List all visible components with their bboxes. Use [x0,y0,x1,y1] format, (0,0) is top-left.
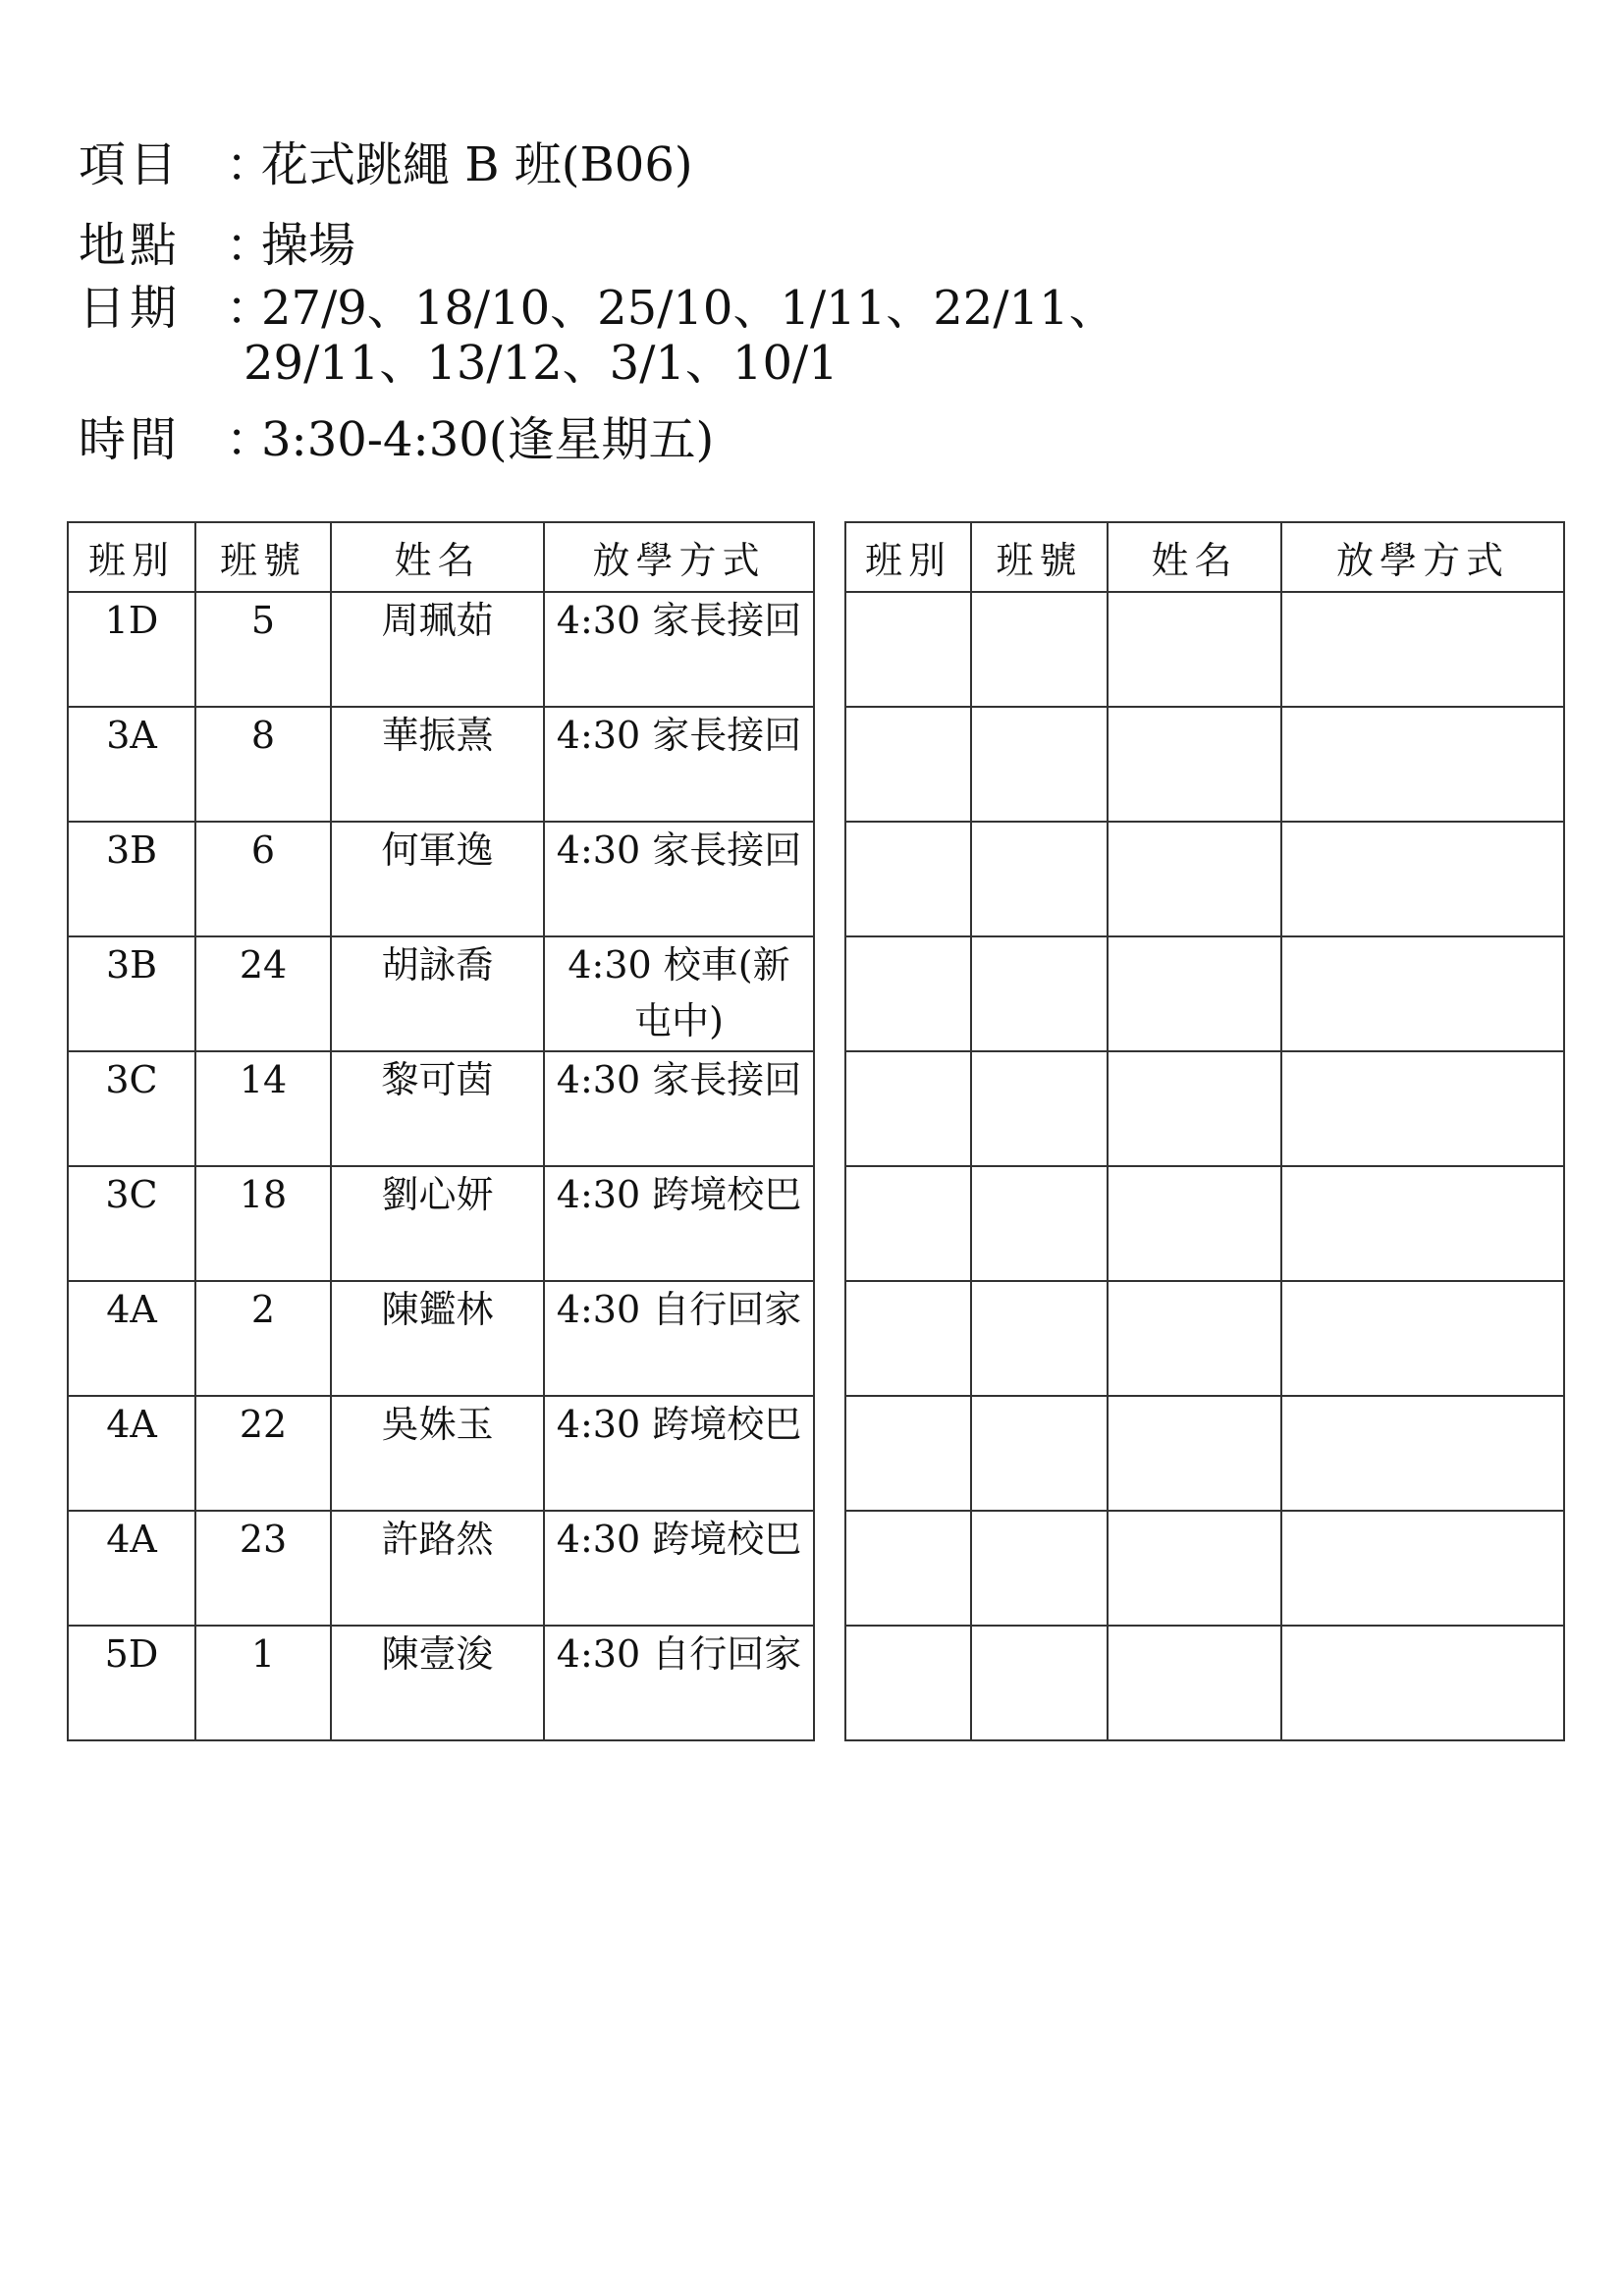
table-row [68,592,814,707]
table-row [68,936,814,1051]
empty-row [845,1396,1564,1511]
location-label: 地點 [79,218,182,273]
cell-name: 吳姝玉 [331,1396,544,1511]
cell-dismissal [544,936,814,1051]
cell-name: 陳鑑林 [331,1281,544,1396]
cell-dismissal-text: 4:30 家長接回 [556,599,802,642]
empty-cell [1281,1051,1564,1166]
date-label: 日期 [79,281,182,336]
empty-cell [1108,1626,1281,1740]
date-colon: ： [226,281,274,336]
cell-number: 1 [195,1626,331,1740]
empty-cell [1281,1166,1564,1281]
table-row [68,1281,814,1396]
date-value-line1: 27/9、18/10、25/10、1/11、22/11、 [261,281,1116,336]
header-name: 姓名 [1108,522,1281,592]
blank-roster-table [844,521,1565,1741]
cell-class: 4A [68,1396,195,1511]
header-name: 姓名 [331,522,544,592]
table-row [68,1626,814,1740]
table-row [68,822,814,936]
header-number: 班號 [971,522,1108,592]
time-value: 3:30-4:30(逢星期五) [261,412,715,467]
cell-number: 5 [195,592,331,707]
empty-cell [845,1166,971,1281]
empty-cell [845,822,971,936]
empty-row [845,1051,1564,1166]
empty-cell [1108,1281,1281,1396]
empty-cell [1281,936,1564,1051]
empty-cell [845,1511,971,1626]
cell-dismissal-text: 4:30 跨境校巴 [556,1403,802,1446]
project-value: 花式跳繩 B 班(B06) [261,137,693,192]
cell-name: 周珮茹 [331,592,544,707]
empty-cell [1108,1511,1281,1626]
cell-name: 劉心妍 [331,1166,544,1281]
cell-name: 許路然 [331,1511,544,1626]
project-line [79,137,693,192]
empty-cell [971,1051,1108,1166]
cell-name: 何軍逸 [331,822,544,936]
empty-row [845,1166,1564,1281]
cell-number: 8 [195,707,331,822]
empty-cell [1281,1281,1564,1396]
cell-dismissal-text: 4:30 家長接回 [556,714,802,757]
table-header-row [845,522,1564,592]
empty-cell [845,1281,971,1396]
cell-class: 5D [68,1626,195,1740]
empty-cell [971,822,1108,936]
empty-cell [971,1166,1108,1281]
cell-name: 陳壹浚 [331,1626,544,1740]
location-value: 操場 [261,218,356,273]
cell-dismissal-text: 4:30 跨境校巴 [556,1173,802,1216]
cell-dismissal [544,1281,814,1396]
empty-cell [845,1051,971,1166]
empty-cell [971,1396,1108,1511]
table-row [68,1511,814,1626]
cell-class: 4A [68,1511,195,1626]
empty-cell [971,1511,1108,1626]
cell-name: 胡詠喬 [331,936,544,1051]
table-header-row [68,522,814,592]
table-row [68,707,814,822]
cell-dismissal [544,592,814,707]
empty-cell [1108,1051,1281,1166]
empty-row [845,936,1564,1051]
cell-class: 3A [68,707,195,822]
empty-cell [1108,707,1281,822]
cell-number: 2 [195,1281,331,1396]
project-colon: ： [226,137,274,192]
cell-class: 3C [68,1051,195,1166]
empty-row [845,822,1564,936]
cell-dismissal [544,1396,814,1511]
empty-cell [1281,1626,1564,1740]
cell-class: 4A [68,1281,195,1396]
cell-class: 3B [68,936,195,1051]
empty-cell [1108,1396,1281,1511]
header-dismissal: 放學方式 [544,522,814,592]
empty-cell [971,936,1108,1051]
cell-number: 22 [195,1396,331,1511]
cell-number: 6 [195,822,331,936]
empty-cell [1281,707,1564,822]
empty-cell [845,707,971,822]
empty-cell [971,707,1108,822]
cell-dismissal-text: 4:30 跨境校巴 [556,1518,802,1561]
empty-cell [845,592,971,707]
time-line [79,412,714,467]
empty-row [845,1281,1564,1396]
empty-cell [1281,592,1564,707]
empty-cell [1108,592,1281,707]
empty-cell [1108,822,1281,936]
time-colon: ： [226,412,274,467]
cell-dismissal-text: 4:30 家長接回 [556,828,802,872]
empty-cell [971,592,1108,707]
cell-name: 黎可茵 [331,1051,544,1166]
table-row [68,1166,814,1281]
empty-cell [845,1396,971,1511]
cell-dismissal-text: 4:30 自行回家 [556,1288,802,1331]
date-value-line2: 29/11、13/12、3/1、10/1 [244,336,839,391]
location-colon: ： [226,218,274,273]
cell-class: 1D [68,592,195,707]
header-class: 班別 [845,522,971,592]
empty-cell [1281,1396,1564,1511]
location-line [79,218,355,273]
cell-dismissal-text: 4:30 自行回家 [556,1632,802,1676]
cell-dismissal [544,707,814,822]
cell-number: 24 [195,936,331,1051]
empty-row [845,1626,1564,1740]
table-row [68,1051,814,1166]
cell-dismissal [544,1511,814,1626]
cell-dismissal-text: 4:30 校車(新屯中) [568,943,790,1042]
empty-cell [971,1281,1108,1396]
cell-number: 18 [195,1166,331,1281]
table-row [68,1396,814,1511]
empty-row [845,1511,1564,1626]
project-label: 項目 [79,137,182,192]
empty-cell [971,1626,1108,1740]
empty-cell [1281,822,1564,936]
header-dismissal: 放學方式 [1281,522,1564,592]
cell-number: 23 [195,1511,331,1626]
cell-dismissal [544,1626,814,1740]
empty-cell [1108,1166,1281,1281]
student-roster-table [67,521,815,1741]
header-number: 班號 [195,522,331,592]
empty-row [845,592,1564,707]
cell-number: 14 [195,1051,331,1166]
cell-dismissal [544,1166,814,1281]
empty-row [845,707,1564,822]
cell-name: 華振熹 [331,707,544,822]
empty-cell [845,1626,971,1740]
empty-cell [1281,1511,1564,1626]
cell-class: 3B [68,822,195,936]
empty-cell [1108,936,1281,1051]
cell-class: 3C [68,1166,195,1281]
date-line [79,281,1116,391]
time-label: 時間 [79,412,182,467]
empty-cell [845,936,971,1051]
cell-dismissal [544,822,814,936]
cell-dismissal [544,1051,814,1166]
cell-dismissal-text: 4:30 家長接回 [556,1058,802,1101]
header-class: 班別 [68,522,195,592]
